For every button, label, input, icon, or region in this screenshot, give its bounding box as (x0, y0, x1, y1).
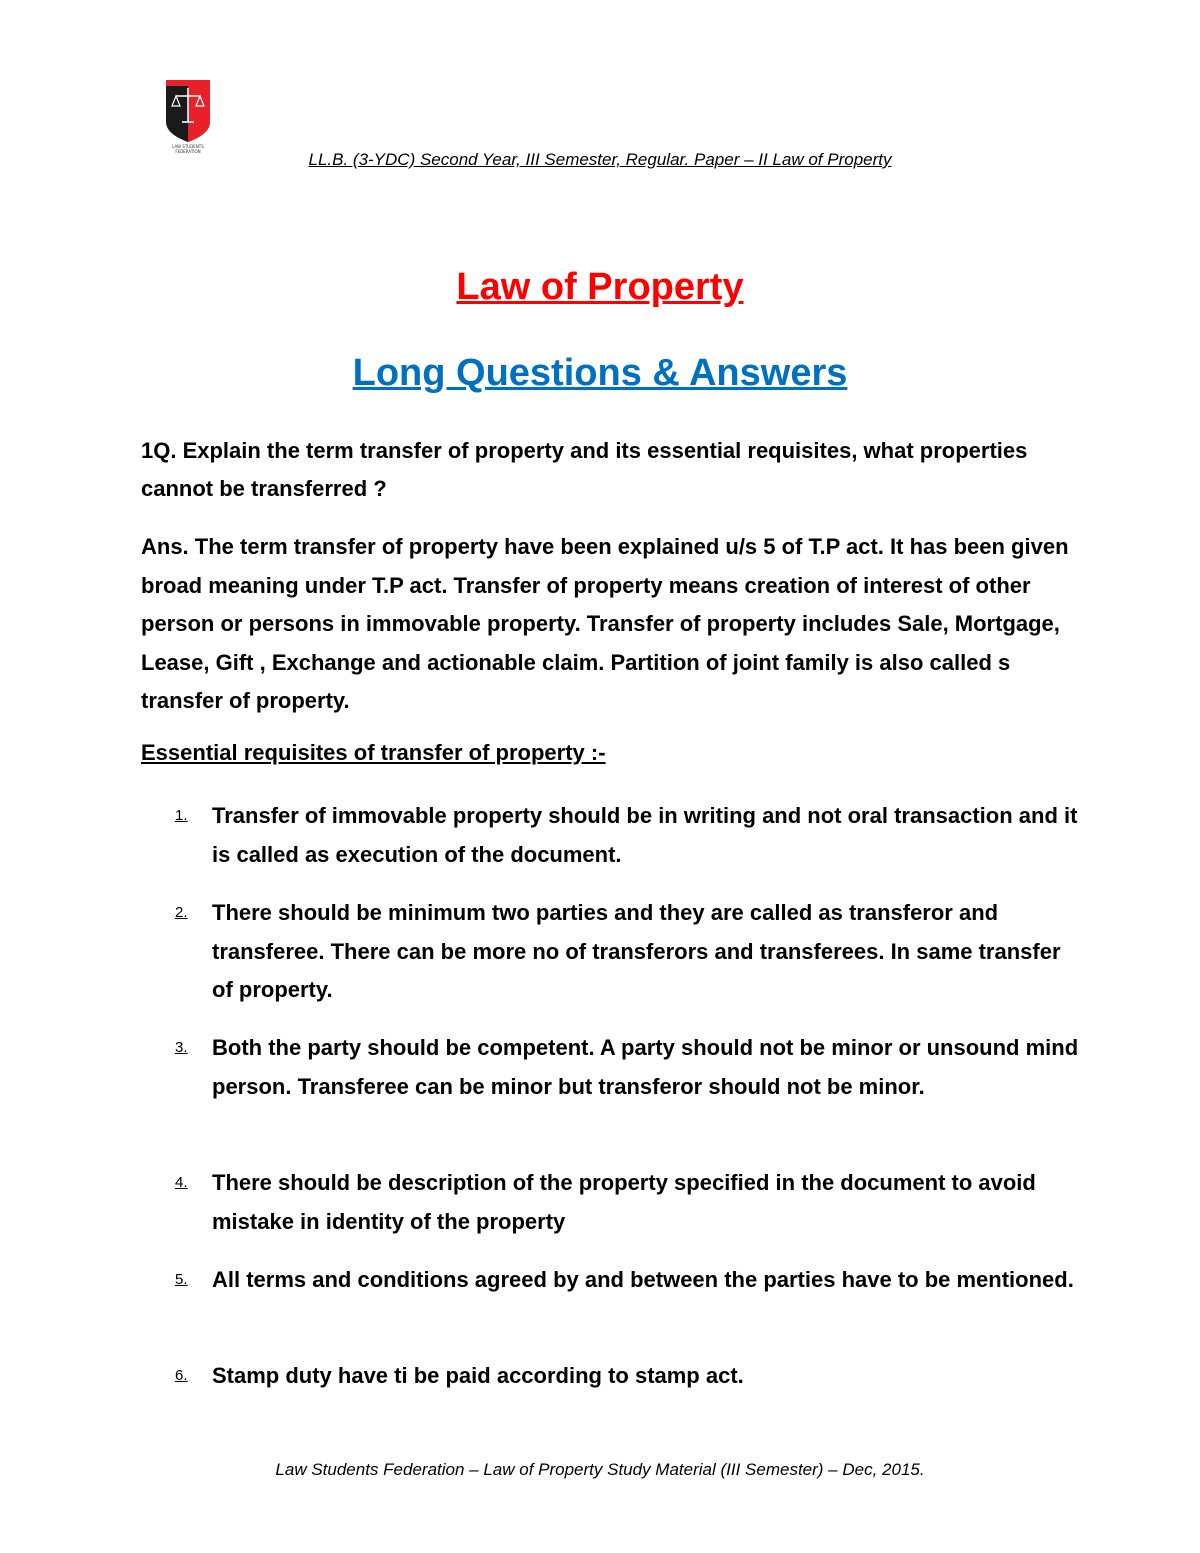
requisites-heading: Essential requisites of transfer of property :- (141, 740, 606, 765)
list-item (141, 1357, 1081, 1396)
question-text: 1Q. Explain the term transfer of property and its essential requisites, what properties cannot be transferred ? (141, 438, 1028, 501)
list-item (141, 894, 1081, 1010)
answer-text: Ans. The term transfer of property have been explained u/s 5 of T.P act. It has been given broad meaning under T.P act. Transfer of property means creation of interest of other person or persons in immovable property. Transfer of property includes Sale, Mortgage, Lease, Gift , Exchange and actionable claim. Partition of joint family is also called s transfer of property. (141, 534, 1069, 713)
list-item-text: Transfer of immovable property should be in writing and not oral transaction and it is called as execution of the document. (212, 803, 1078, 867)
list-item-number: 3. (175, 1039, 188, 1056)
list-item-number: 6. (175, 1367, 188, 1384)
list-item-number: 1. (175, 807, 188, 824)
list-item-number: 2. (175, 904, 188, 921)
list-item (141, 1029, 1081, 1106)
page-title: Law of Property (456, 266, 744, 308)
list-item-text: Stamp duty have ti be paid according to stamp act. (212, 1363, 744, 1388)
list-item-text: There should be minimum two parties and they are called as transferor and transferee. There can be more no of transferors and transferees. In same transfer of property. (212, 900, 1061, 1002)
list-item (141, 1261, 1081, 1300)
list-item-text: All terms and conditions agreed by and between the parties have to be mentioned. (212, 1267, 1074, 1292)
document-header: LL.B. (3-YDC) Second Year, III Semester, Regular. Paper – II Law of Property (308, 150, 892, 169)
scales-of-justice-shield-logo-icon (160, 78, 216, 154)
list-item-text: There should be description of the property specified in the document to avoid mistake in identity of the property (212, 1170, 1036, 1234)
list-item-number: 4. (175, 1174, 188, 1191)
list-item (141, 1164, 1081, 1241)
document-footer: Law Students Federation – Law of Property Study Material (III Semester) – Dec, 2015. (275, 1460, 925, 1479)
list-item-number: 5. (175, 1271, 188, 1288)
list-item-text: Both the party should be competent. A party should not be minor or unsound mind person. Transferee can be minor but transferor should not be minor. (212, 1035, 1079, 1099)
page-subtitle: Long Questions & Answers (352, 352, 848, 394)
list-item (141, 797, 1081, 874)
logo-caption: LAW STUDENTS FEDERATION (172, 144, 204, 154)
